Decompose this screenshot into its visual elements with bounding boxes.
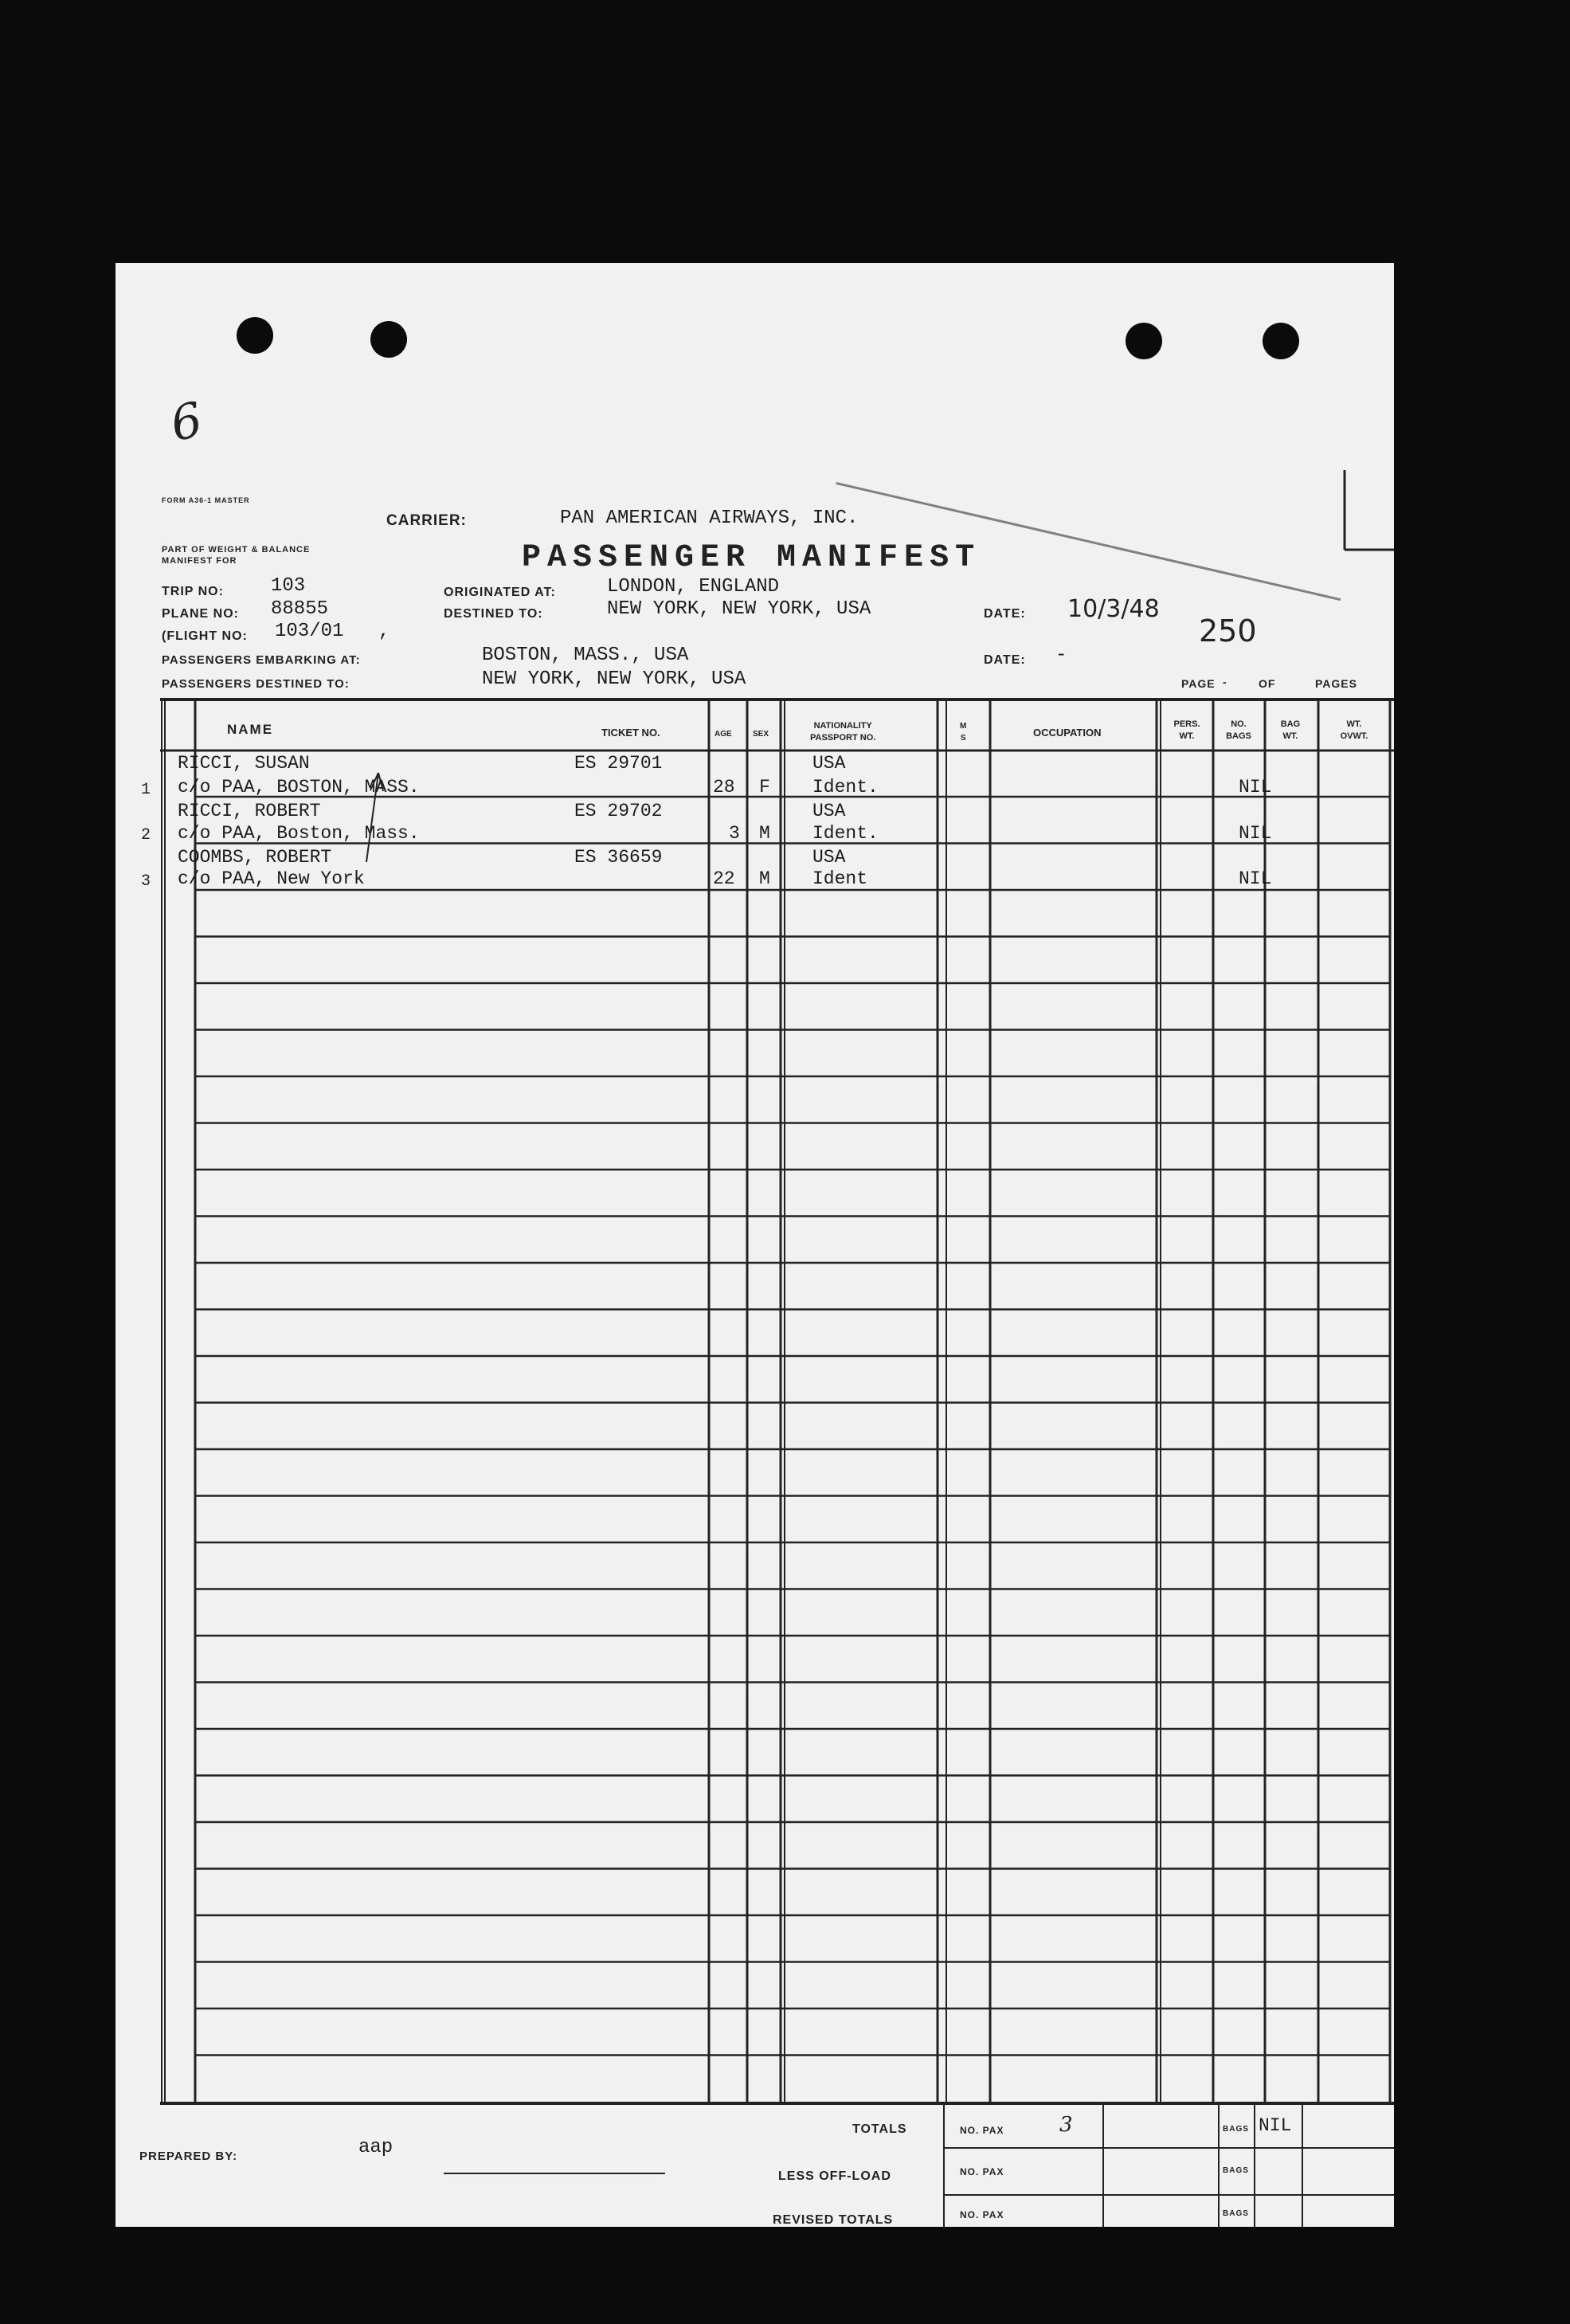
passenger-address: c/o PAA, Boston, Mass. (178, 823, 420, 844)
passenger-ticket: ES 29701 (574, 753, 663, 774)
row-number: 3 (141, 872, 151, 891)
col-header-ticket: TICKET NO. (601, 727, 660, 739)
row-number: 2 (141, 826, 151, 845)
trip-label: TRIP NO: (162, 585, 224, 598)
less-offload-label: LESS OFF-LOAD (778, 2169, 891, 2183)
date-label: DATE: (984, 607, 1026, 621)
destined-to-value: NEW YORK, NEW YORK, USA (482, 668, 746, 690)
plane-value: 88855 (271, 598, 329, 620)
no-pax-label: NO. PAX (960, 2125, 1004, 2136)
col-header-occupation: OCCUPATION (1033, 727, 1102, 739)
page-label: PAGE (1181, 677, 1216, 690)
passenger-name: RICCI, ROBERT (178, 801, 321, 821)
destined-to-label: PASSENGERS DESTINED TO: (162, 677, 350, 691)
passenger-bags: NIL (1239, 868, 1272, 889)
col-header-wt-ovwt: WT. OVWT. (1340, 719, 1368, 741)
flight-suffix: , (378, 621, 390, 642)
col-header-pers-wt: PERS. WT. (1173, 719, 1200, 741)
totals-label: TOTALS (852, 2122, 907, 2136)
passenger-bags: NIL (1239, 823, 1272, 844)
col-header-name: NAME (227, 722, 274, 737)
total-bags-value: NIL (1259, 2115, 1292, 2136)
passenger-nationality: USA (812, 847, 846, 868)
bags-label: BAGS (1223, 2209, 1249, 2218)
page-dash: - (1223, 676, 1227, 688)
date2-value: - (1055, 645, 1067, 666)
passenger-sex: M (759, 823, 770, 844)
prepared-by-label: PREPARED BY: (139, 2150, 238, 2163)
total-pax-value: 3 (1059, 2113, 1073, 2137)
no-pax-label: NO. PAX (960, 2209, 1004, 2220)
embarking-value: BOSTON, MASS., USA (482, 645, 689, 666)
originated-label: ORIGINATED AT: (444, 586, 556, 599)
passenger-bags: NIL (1239, 777, 1272, 798)
passenger-age: 3 (729, 823, 740, 844)
embarking-label: PASSENGERS EMBARKING AT: (162, 653, 361, 667)
destined-value: NEW YORK, NEW YORK, USA (607, 598, 871, 620)
originated-value: LONDON, ENGLAND (607, 576, 780, 598)
part-of-label: PART OF WEIGHT & BALANCE (162, 545, 311, 555)
passenger-address: c/o PAA, BOSTON, MASS. (178, 777, 420, 798)
col-header-no-bags: NO. BAGS (1226, 719, 1251, 741)
passenger-passport: Ident (812, 868, 868, 889)
margin-mark: 6 (166, 391, 208, 453)
col-header-ms: M S (960, 722, 967, 743)
passenger-passport: Ident. (812, 777, 879, 798)
carrier-label: CARRIER: (386, 512, 467, 529)
passenger-name: COOMBS, ROBERT (178, 847, 332, 868)
passenger-sex: F (759, 777, 770, 798)
of-label: OF (1259, 677, 1276, 690)
col-header-age: AGE (715, 730, 732, 739)
passenger-ticket: ES 36659 (574, 847, 663, 868)
passenger-nationality: USA (812, 753, 846, 774)
no-pax-label: NO. PAX (960, 2166, 1004, 2177)
flight-value: 103/01 (275, 621, 344, 642)
col-header-sex: SEX (753, 730, 769, 739)
manifest-grid (115, 263, 1394, 2227)
plane-label: PLANE NO: (162, 607, 239, 621)
pages-label: PAGES (1315, 677, 1357, 690)
destined-label: DESTINED TO: (444, 607, 543, 621)
row-number: 1 (141, 781, 151, 799)
form-number: FORM A36-1 MASTER (162, 496, 250, 504)
date-value: 10/3/48 (1067, 595, 1160, 623)
col-header-nationality: NATIONALITY PASSPORT NO. (810, 721, 876, 743)
manifest-for-label: MANIFEST FOR (162, 556, 237, 566)
bags-label: BAGS (1223, 2166, 1249, 2175)
manifest-title: PASSENGER MANIFEST (522, 540, 981, 576)
bags-label: BAGS (1223, 2125, 1249, 2134)
col-header-bag-wt: BAG WT. (1280, 719, 1301, 741)
trip-value: 103 (271, 575, 306, 597)
stamp-number: 250 (1199, 613, 1257, 649)
passenger-passport: Ident. (812, 823, 879, 844)
carrier-value: PAN AMERICAN AIRWAYS, INC. (560, 508, 859, 529)
passenger-age: 28 (713, 777, 735, 798)
prepared-by-value: aap (358, 2137, 393, 2158)
passenger-name: RICCI, SUSAN (178, 753, 310, 774)
flight-label: (FLIGHT NO: (162, 629, 248, 643)
passenger-address: c/o PAA, New York (178, 868, 365, 889)
passenger-age: 22 (713, 868, 735, 889)
passenger-nationality: USA (812, 801, 846, 821)
date2-label: DATE: (984, 653, 1026, 667)
passenger-ticket: ES 29702 (574, 801, 663, 821)
revised-totals-label: REVISED TOTALS (773, 2213, 894, 2227)
passenger-sex: M (759, 868, 770, 889)
manifest-sheet (115, 263, 1394, 2227)
